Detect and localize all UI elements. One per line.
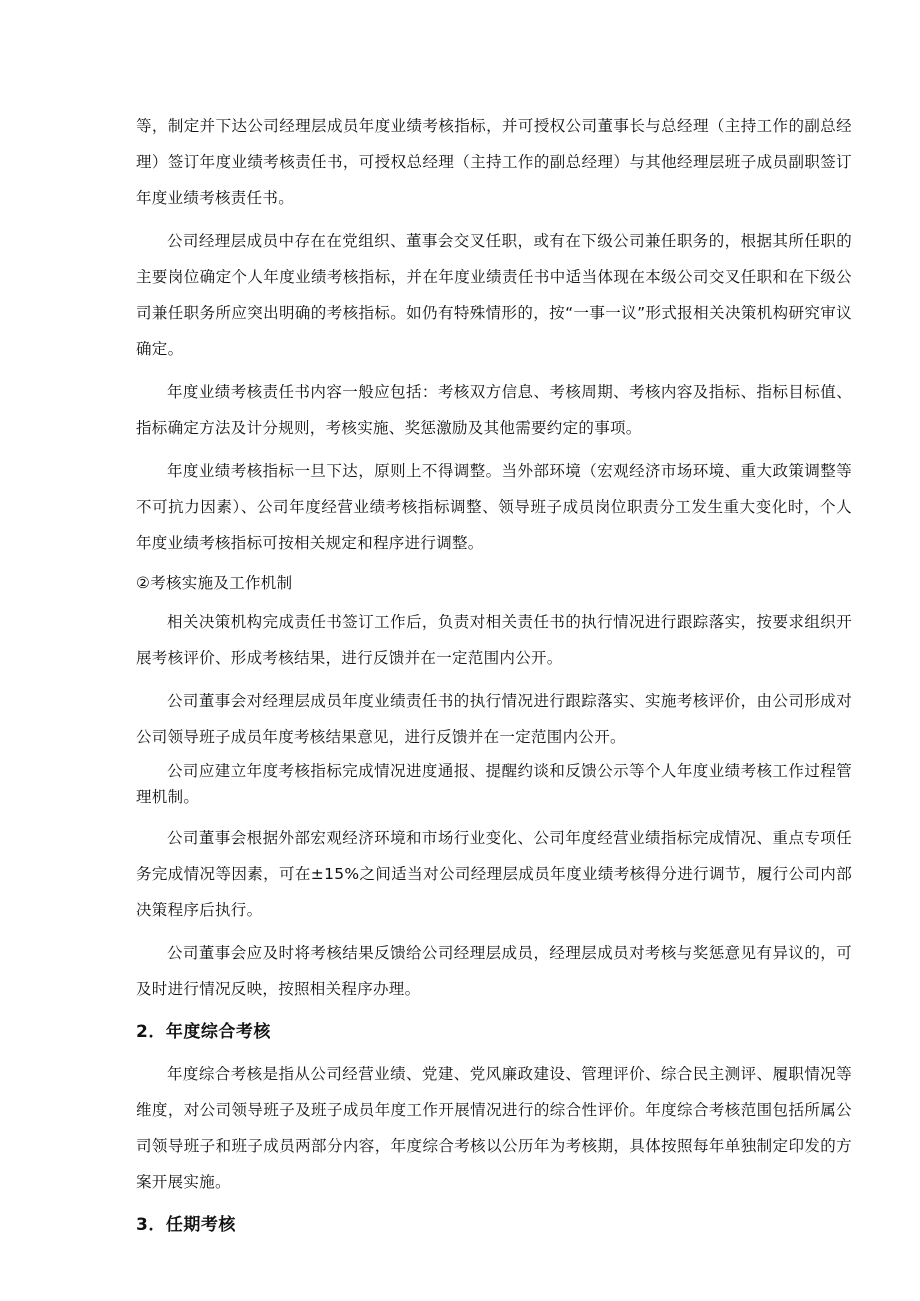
paragraph-score-adjustment: 公司董事会根据外部宏观经济环境和市场行业变化、公司年度经营业绩指标完成情况、重点专项任务完成情况等因素，可在±15%之间适当对公司经理层成员年度业绩考核得分进行调节，履行公司内部决策程序后执行。 [136, 829, 852, 919]
paragraph-continuation: 等，制定并下达公司经理层成员年度业绩考核指标，并可授权公司董事长与总经理（主持工作的副总经理）签订年度业绩考核责任书，可授权总经理（主持工作的副总经理）与其他经理层班子成员副职签订年度业绩考核责任书。 [136, 117, 852, 207]
subheading-implementation: ②考核实施及工作机制 [136, 574, 293, 592]
paragraph-process-mechanism: 公司应建立年度考核指标完成情况进度通报、提醒约谈和反馈公示等个人年度业绩考核工作过程管理机制。 [136, 762, 852, 806]
document-page [136, 108, 852, 1249]
section-heading-annual-comprehensive: 2．年度综合考核 [136, 1022, 271, 1042]
paragraph-feedback: 公司董事会应及时将考核结果反馈给公司经理层成员，经理层成员对考核与奖惩意见有异议的，可及时进行情况反映，按照相关程序办理。 [136, 944, 852, 998]
paragraph-comprehensive-assessment: 年度综合考核是指从公司经营业绩、党建、党风廉政建设、管理评价、综合民主测评、履职情况等维度，对公司领导班子及班子成员年度工作开展情况进行的综合性评价。年度综合考核范围包括所属公司领导班子和班子成员两部分内容，年度综合考核以公历年为考核期，具体按照每年单独制定印发的方案开展实施。 [136, 1065, 852, 1191]
section-heading-term-assessment: 3．任期考核 [136, 1215, 236, 1235]
paragraph-cross-position: 公司经理层成员中存在在党组织、董事会交叉任职，或有在下级公司兼任职务的，根据其所任职的主要岗位确定个人年度业绩考核指标，并在年度业绩责任书中适当体现在本级公司交叉任职和在下级公司兼任职务所应突出明确的考核指标。如仍有特殊情形的，按“一事一议”形式报相关决策机构研究审议确定。 [136, 232, 852, 358]
paragraph-decision-body: 相关决策机构完成责任书签订工作后，负责对相关责任书的执行情况进行跟踪落实，按要求组织开展考核评价、形成考核结果，进行反馈并在一定范围内公开。 [136, 613, 852, 667]
paragraph-board-evaluation: 公司董事会对经理层成员年度业绩责任书的执行情况进行跟踪落实、实施考核评价，由公司形成对公司领导班子成员年度考核结果意见，进行反馈并在一定范围内公开。 [136, 692, 852, 746]
paragraph-responsibility-content: 年度业绩考核责任书内容一般应包括：考核双方信息、考核周期、考核内容及指标、指标目标值、指标确定方法及计分规则，考核实施、奖惩激励及其他需要约定的事项。 [136, 383, 852, 437]
paragraph-indicator-adjustment: 年度业绩考核指标一旦下达，原则上不得调整。当外部环境（宏观经济市场环境、重大政策调整等不可抗力因素）、公司年度经营业绩考核指标调整、领导班子成员岗位职责分工发生重大变化时，个人年度业绩考核指标可按相关规定和程序进行调整。 [136, 462, 852, 552]
